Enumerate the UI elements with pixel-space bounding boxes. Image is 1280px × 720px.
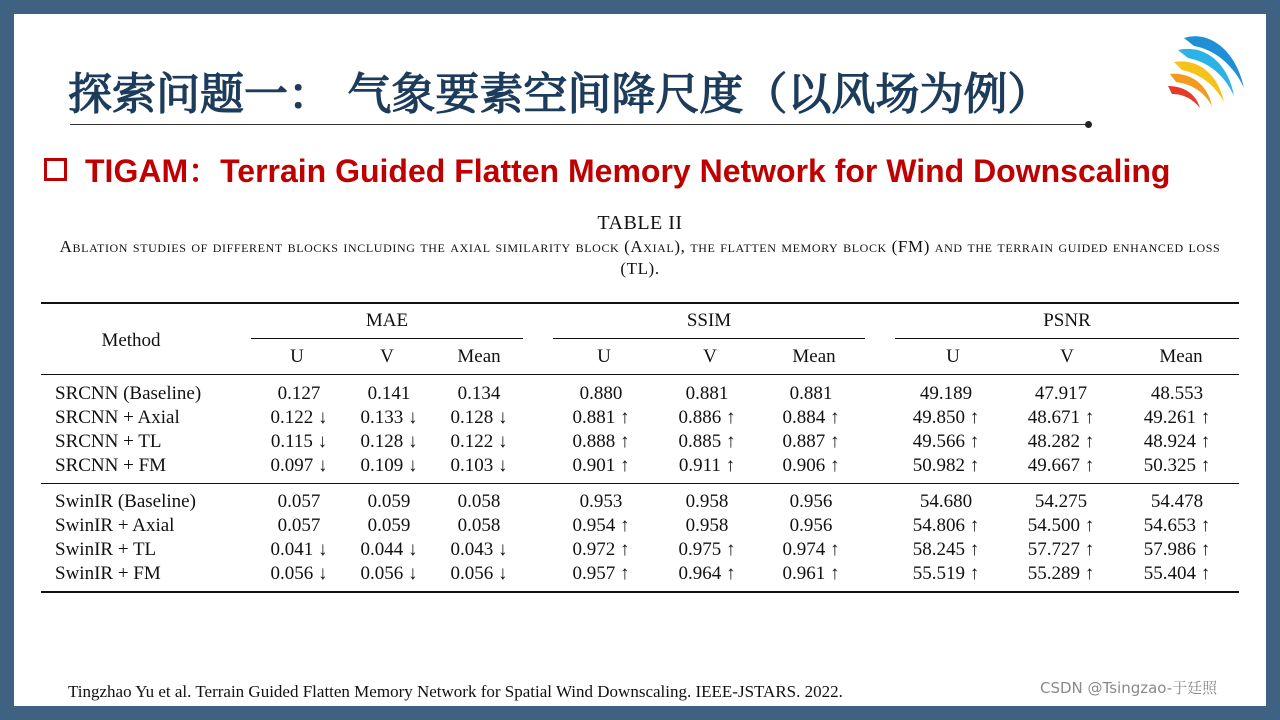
table-cell: 0.958 xyxy=(685,515,729,536)
table-cell: 0.115 ↓ xyxy=(270,431,328,452)
table-cell: 49.667 ↑ xyxy=(1027,455,1095,476)
table-cell: 0.885 ↑ xyxy=(678,431,736,452)
watermark: CSDN @Tsingzao-于廷照 xyxy=(1040,679,1218,697)
table-cell: 0.056 ↓ xyxy=(360,563,418,584)
psnr-group-rule xyxy=(895,338,1239,339)
row-method: SRCNN (Baseline) xyxy=(55,383,202,404)
table-cell: 0.972 ↑ xyxy=(572,539,630,560)
table-cell: 49.566 ↑ xyxy=(912,431,980,452)
table-cell: 54.275 xyxy=(1034,491,1088,512)
row-method: SRCNN + TL xyxy=(55,431,162,452)
table-cell: 48.924 ↑ xyxy=(1143,431,1211,452)
table-cell: 57.986 ↑ xyxy=(1143,539,1211,560)
table-cell: 54.500 ↑ xyxy=(1027,515,1095,536)
table-cell: 0.057 xyxy=(277,491,321,512)
table-cell: 0.059 xyxy=(367,491,411,512)
table-header-rule xyxy=(41,374,1239,375)
table-cell: 0.103 ↓ xyxy=(450,455,508,476)
table-cell: 55.404 ↑ xyxy=(1143,563,1211,584)
table-cell: 0.880 xyxy=(579,383,623,404)
table-bottom-rule xyxy=(41,591,1239,593)
table-cell: 0.128 ↓ xyxy=(450,407,508,428)
table-cell: 54.653 ↑ xyxy=(1143,515,1211,536)
table-cell: 0.974 ↑ xyxy=(782,539,840,560)
table-cell: 0.888 ↑ xyxy=(572,431,630,452)
table-cell: 0.953 xyxy=(579,491,623,512)
subheader-ssim-mean: Mean xyxy=(792,346,836,367)
row-method: SwinIR + Axial xyxy=(55,515,175,536)
mae-group-rule xyxy=(251,338,523,339)
table-cell: 0.141 xyxy=(367,383,411,404)
table-cell: 0.964 ↑ xyxy=(678,563,736,584)
table-cell: 0.043 ↓ xyxy=(450,539,508,560)
subheader-psnr-u: U xyxy=(946,346,960,367)
table-cell: 0.122 ↓ xyxy=(270,407,328,428)
row-method: SwinIR + FM xyxy=(55,563,161,584)
table-cell: 0.109 ↓ xyxy=(360,455,418,476)
table-cell: 49.189 xyxy=(919,383,973,404)
table-cell: 55.519 ↑ xyxy=(912,563,980,584)
table-label: TABLE II xyxy=(597,212,683,234)
slide xyxy=(14,14,1266,706)
slide-title: 探索问题一： 气象要素空间降尺度（以风场为例） xyxy=(68,69,1052,120)
row-method: SwinIR (Baseline) xyxy=(55,491,196,512)
table-cell: 0.056 ↓ xyxy=(450,563,508,584)
subheader-psnr-mean: Mean xyxy=(1159,346,1203,367)
table-cell: 0.041 ↓ xyxy=(270,539,328,560)
square-bullet-icon xyxy=(44,158,67,181)
table-cell: 0.058 xyxy=(457,515,501,536)
table-cell: 0.961 ↑ xyxy=(782,563,840,584)
table-cell: 0.059 xyxy=(367,515,411,536)
table-cell: 0.901 ↑ xyxy=(572,455,630,476)
subheader-mae-v: V xyxy=(380,346,394,367)
table-cell: 49.850 ↑ xyxy=(912,407,980,428)
table-cell: 0.887 ↑ xyxy=(782,431,840,452)
table-cell: 0.133 ↓ xyxy=(360,407,418,428)
table-cell: 0.954 ↑ xyxy=(572,515,630,536)
table-cell: 0.975 ↑ xyxy=(678,539,736,560)
table-cell: 50.982 ↑ xyxy=(912,455,980,476)
table-cell: 0.958 xyxy=(685,491,729,512)
table-cell: 0.881 xyxy=(685,383,729,404)
table-cell: 58.245 ↑ xyxy=(912,539,980,560)
table-group-rule xyxy=(41,483,1239,484)
title-divider xyxy=(70,124,1088,125)
table-cell: 0.134 xyxy=(457,383,501,404)
table-cell: 0.122 ↓ xyxy=(450,431,508,452)
table-cell: 0.886 ↑ xyxy=(678,407,736,428)
table-cell: 49.261 ↑ xyxy=(1143,407,1211,428)
table-cell: 48.553 xyxy=(1150,383,1204,404)
section-heading xyxy=(44,146,1170,192)
citation-footnote: Tingzhao Yu et al. Terrain Guided Flatten Memory Network for Spatial Wind Downscaling. IEEE-JSTARS. 2022. xyxy=(68,682,843,701)
subheader-psnr-v: V xyxy=(1060,346,1074,367)
table-cell: 0.044 ↓ xyxy=(360,539,418,560)
colorful-swoosh-logo xyxy=(1164,32,1248,112)
table-cell: 0.956 xyxy=(789,491,833,512)
table-cell: 0.097 ↓ xyxy=(270,455,328,476)
row-method: SRCNN + FM xyxy=(55,455,167,476)
subheader-mae-u: U xyxy=(290,346,304,367)
group-header-psnr: PSNR xyxy=(1043,310,1091,331)
table-cell: 54.680 xyxy=(919,491,973,512)
table-cell: 0.128 ↓ xyxy=(360,431,418,452)
table-top-rule xyxy=(41,302,1239,304)
row-method: SwinIR + TL xyxy=(55,539,157,560)
table-cell: 50.325 ↑ xyxy=(1143,455,1211,476)
table-cell: 47.917 xyxy=(1034,383,1088,404)
group-header-mae: MAE xyxy=(365,310,409,331)
row-method: SRCNN + Axial xyxy=(55,407,180,428)
table-cell: 0.057 xyxy=(277,515,321,536)
subheader-mae-mean: Mean xyxy=(457,346,501,367)
subheader-ssim-v: V xyxy=(703,346,717,367)
table-cell: 55.289 ↑ xyxy=(1027,563,1095,584)
table-cell: 0.881 ↑ xyxy=(572,407,630,428)
table-cell: 54.478 xyxy=(1150,491,1204,512)
table-cell: 57.727 ↑ xyxy=(1027,539,1095,560)
table-cell: 0.884 ↑ xyxy=(782,407,840,428)
table-cell: 0.881 xyxy=(789,383,833,404)
table-cell: 54.806 ↑ xyxy=(912,515,980,536)
table-cell: 48.671 ↑ xyxy=(1027,407,1095,428)
table-cell: 0.056 ↓ xyxy=(270,563,328,584)
table-cell: 0.058 xyxy=(457,491,501,512)
divider-dot xyxy=(1085,121,1092,128)
table-caption: Ablation studies of different blocks including the axial similarity block (Axial), the flatten memory block (FM) and the terrain guided enhanced loss (TL). xyxy=(59,237,1221,278)
group-header-ssim: SSIM xyxy=(686,310,732,331)
table-cell: 0.956 xyxy=(789,515,833,536)
table-cell: 0.127 xyxy=(277,383,321,404)
table-cell: 0.911 ↑ xyxy=(678,455,736,476)
ssim-group-rule xyxy=(553,338,865,339)
table-cell: 0.906 ↑ xyxy=(782,455,840,476)
section-heading-text: TIGAM：Terrain Guided Flatten Memory Network for Wind Downscaling xyxy=(85,153,1171,189)
method-header: Method xyxy=(101,330,161,351)
subheader-ssim-u: U xyxy=(597,346,611,367)
table-cell: 0.957 ↑ xyxy=(572,563,630,584)
table-cell: 48.282 ↑ xyxy=(1027,431,1095,452)
